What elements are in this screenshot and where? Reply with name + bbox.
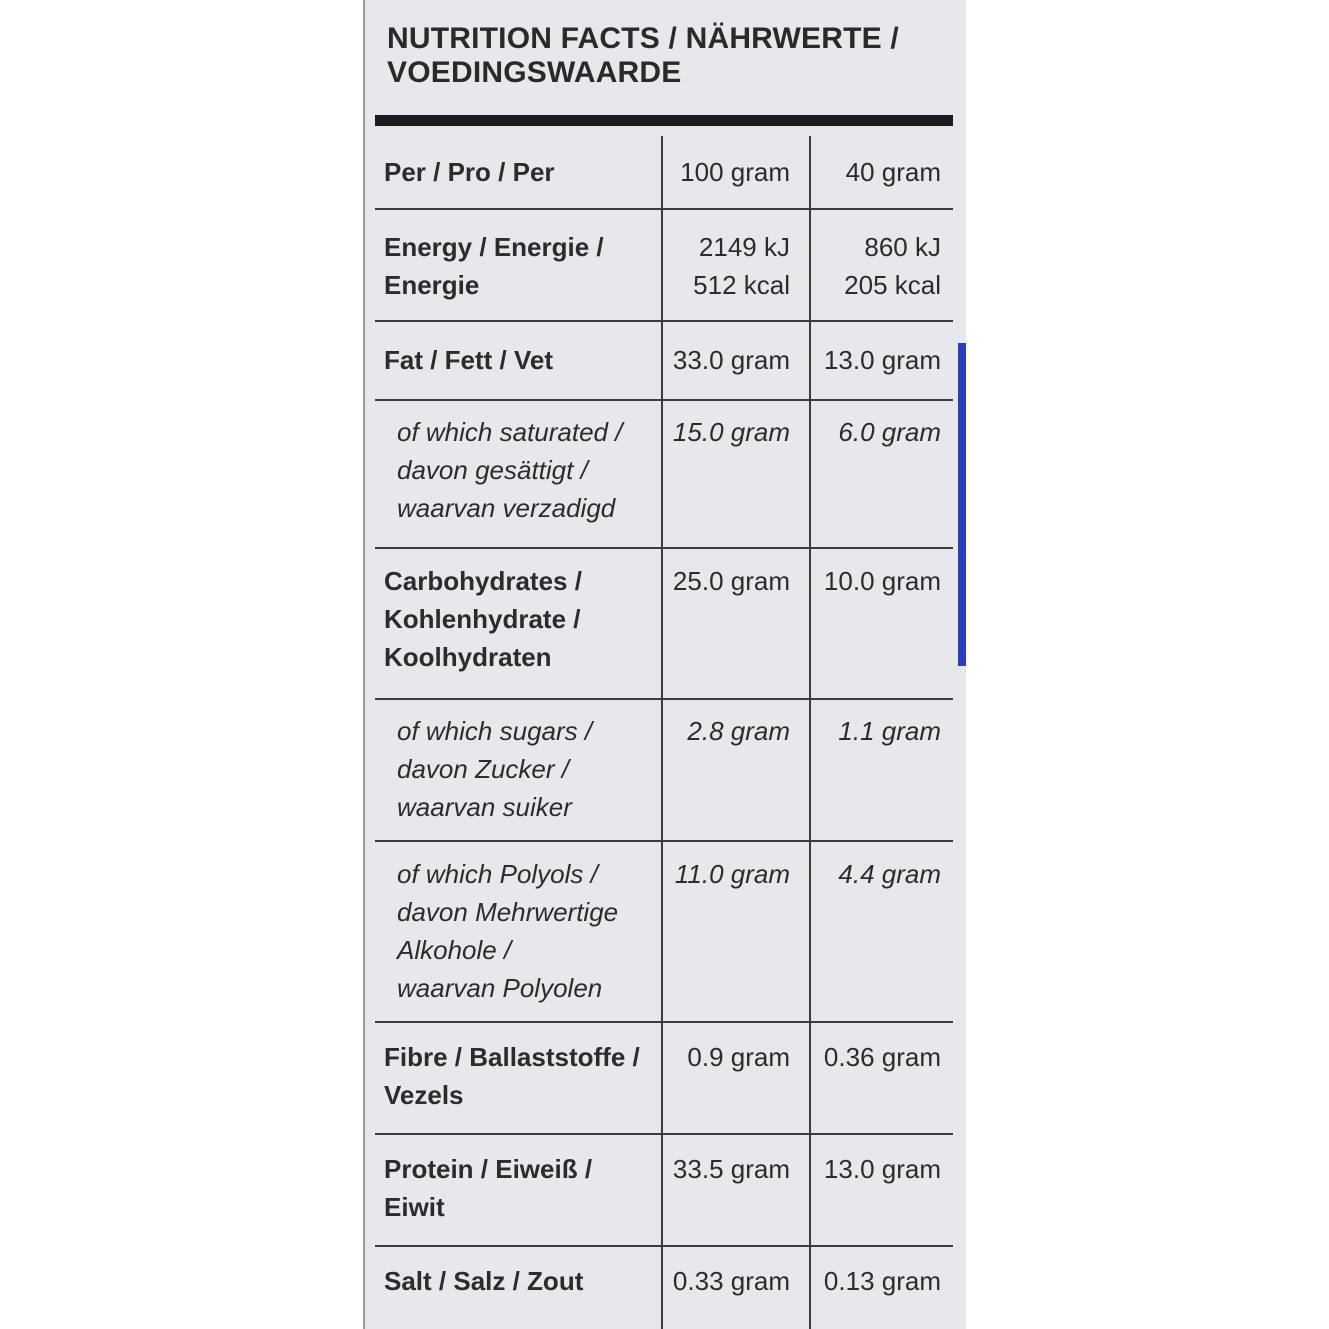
nutrient-label	[384, 1038, 662, 1114]
nutrient-label	[384, 1150, 662, 1226]
value-per-100g	[662, 855, 790, 893]
nutrient-label-line: waarvan Polyolen	[397, 973, 603, 1003]
value-per-40g	[811, 153, 941, 191]
nutrient-label	[384, 341, 662, 379]
row-divider	[375, 840, 953, 842]
nutrient-label	[384, 562, 662, 676]
value-line: 15.0 gram	[672, 417, 790, 447]
value-per-100g	[662, 562, 790, 600]
nutrient-label-line: Energie	[384, 270, 480, 300]
value-line: 100 gram	[680, 157, 790, 187]
value-per-100g	[662, 1262, 790, 1300]
nutrient-label-line: of which sugars /	[397, 716, 593, 746]
value-line: 11.0 gram	[674, 859, 790, 889]
value-line: 33.0 gram	[672, 345, 790, 375]
nutrient-label	[397, 413, 662, 527]
value-per-100g	[662, 1150, 790, 1188]
value-line: 1.1 gram	[838, 716, 941, 746]
nutrient-label	[384, 228, 662, 304]
value-line: 25.0 gram	[672, 566, 790, 596]
nutrient-label-line: Vezels	[384, 1080, 464, 1110]
value-line: 13.0 gram	[823, 345, 941, 375]
value-per-40g	[811, 1262, 941, 1300]
row-divider	[375, 399, 953, 401]
nutrient-label-line: davon Mehrwertige	[397, 897, 619, 927]
title-line-2: VOEDINGSWAARDE	[387, 56, 682, 89]
nutrient-label-line: davon Zucker /	[397, 754, 569, 784]
value-per-100g	[662, 228, 790, 304]
nutrient-label-line: waarvan verzadigd	[397, 493, 616, 523]
value-per-100g	[662, 153, 790, 191]
nutrient-label-line: Alkohole /	[397, 935, 512, 965]
value-line: 33.5 gram	[672, 1154, 790, 1184]
value-per-100g	[662, 341, 790, 379]
value-line: 0.9 gram	[687, 1042, 790, 1072]
nutrition-title	[387, 22, 957, 90]
value-per-40g	[811, 1150, 941, 1188]
value-line: 6.0 gram	[838, 417, 941, 447]
value-line: 2.8 gram	[687, 716, 790, 746]
value-per-40g	[811, 562, 941, 600]
row-divider	[375, 320, 953, 322]
value-per-40g	[811, 712, 941, 750]
title-divider	[375, 115, 953, 126]
value-line: 2149 kJ	[698, 232, 790, 262]
value-line: 0.36 gram	[823, 1042, 941, 1072]
nutrient-label	[384, 1262, 662, 1300]
value-per-100g	[662, 1038, 790, 1076]
nutrient-label-line: of which Polyols /	[397, 859, 598, 889]
value-line: 4.4 gram	[838, 859, 941, 889]
row-divider	[375, 1133, 953, 1135]
value-per-40g	[811, 1038, 941, 1076]
nutrient-label-line: Protein / Eiweiß /	[384, 1154, 593, 1184]
nutrient-label-line: davon gesättigt /	[397, 455, 588, 485]
nutrient-label-line: Carbohydrates /	[384, 566, 582, 596]
nutrient-label-line: Fibre / Ballaststoffe /	[384, 1042, 640, 1072]
value-per-40g	[811, 855, 941, 893]
row-divider	[375, 208, 953, 210]
value-per-40g	[811, 228, 941, 304]
value-line: 10.0 gram	[823, 566, 941, 596]
row-divider	[375, 698, 953, 700]
value-per-100g	[662, 413, 790, 451]
nutrient-label-line: Fat / Fett / Vet	[384, 345, 554, 375]
value-per-40g	[811, 413, 941, 451]
nutrient-label-line: Koolhydraten	[384, 642, 552, 672]
nutrient-label	[397, 712, 662, 826]
row-divider	[375, 1021, 953, 1023]
value-line: 0.33 gram	[672, 1266, 790, 1296]
row-divider	[375, 1245, 953, 1247]
nutrient-label-line: Eiwit	[384, 1192, 445, 1222]
nutrient-label	[384, 153, 662, 191]
nutrient-label-line: Energy / Energie /	[384, 232, 604, 262]
value-line: 13.0 gram	[823, 1154, 941, 1184]
package-blue-edge	[958, 343, 966, 666]
value-line: 205 kcal	[844, 270, 941, 300]
value-line: 512 kcal	[693, 270, 790, 300]
value-per-100g	[662, 712, 790, 750]
nutrient-label-line: Kohlenhydrate /	[384, 604, 581, 634]
nutrient-label-line: waarvan suiker	[397, 792, 572, 822]
nutrient-label-line: Per / Pro / Per	[384, 157, 555, 187]
value-line: 0.13 gram	[823, 1266, 941, 1296]
nutrient-label-line: of which saturated /	[397, 417, 623, 447]
value-line: 860 kJ	[864, 232, 941, 262]
value-per-40g	[811, 341, 941, 379]
nutrient-label	[397, 855, 662, 1007]
nutrition-label-panel	[363, 0, 966, 1329]
row-divider	[375, 547, 953, 549]
title-line-1: NUTRITION FACTS / NÄHRWERTE /	[387, 22, 899, 55]
nutrient-label-line: Salt / Salz / Zout	[384, 1266, 584, 1296]
value-line: 40 gram	[845, 157, 941, 187]
